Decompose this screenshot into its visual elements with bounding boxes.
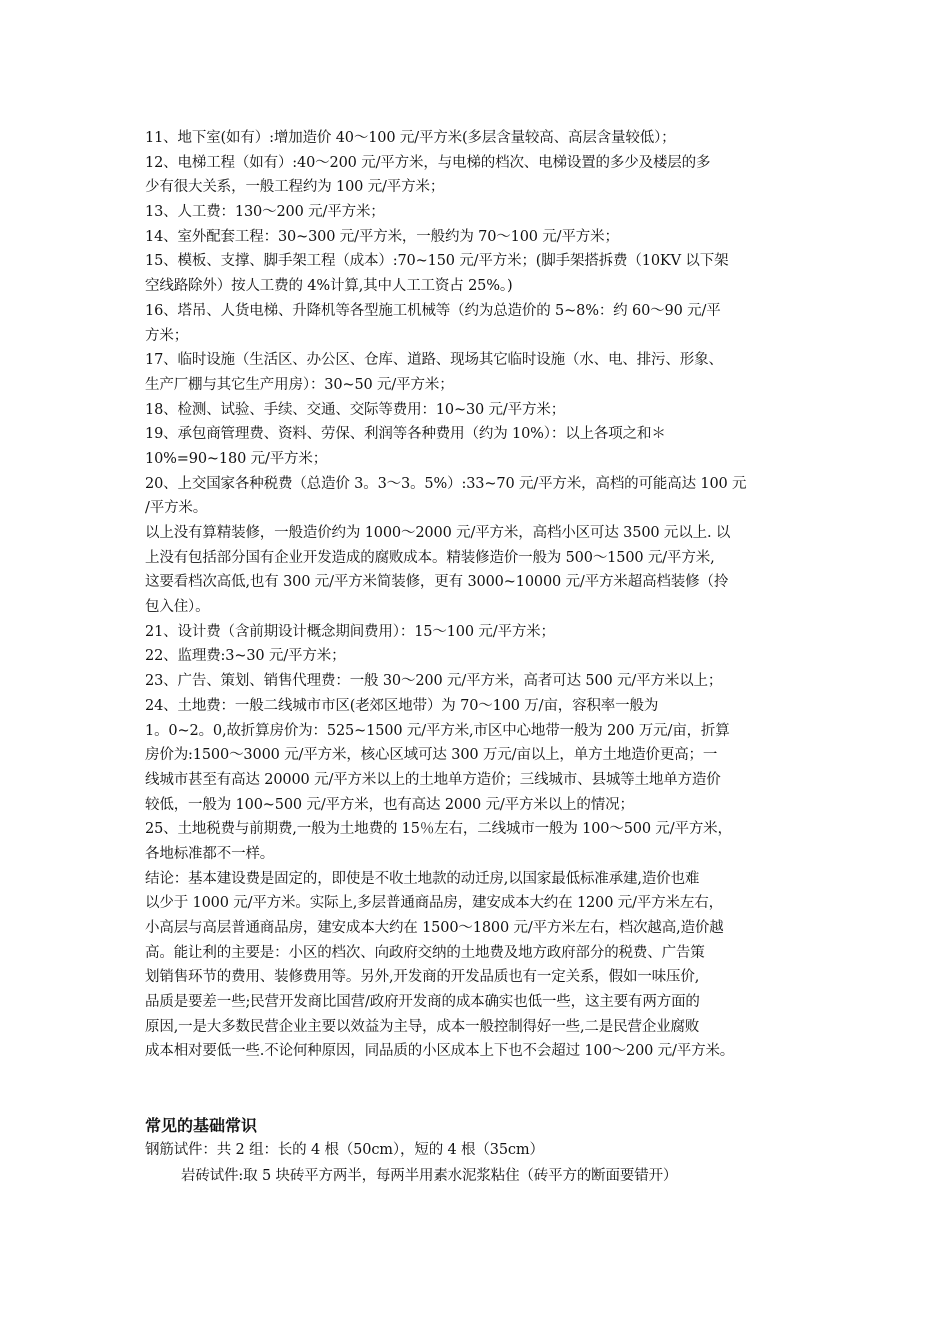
document-page — [145, 126, 825, 1188]
text-line: 少有很大关系，一般工程约为 100 元/平方米； — [145, 179, 445, 196]
text-line: 生产厂棚与其它生产用房）：30~50 元/平方米； — [145, 376, 454, 393]
text-line: 23、广告、策划、销售代理费：一般 30～200 元/平方米，高者可达 500 元/平方米以上； — [145, 673, 723, 690]
text-line: 19、承包商管理费、资料、劳保、利润等各种费用（约为 10%）：以上各项之和＊ — [145, 426, 666, 443]
text-line: 这要看档次高低,也有 300 元/平方米简装修，更有 3000~10000 元/平方米超高档装修（拎 — [145, 574, 729, 591]
text-line: 13、人工费：130～200 元/平方米； — [145, 204, 385, 221]
text-line: 14、室外配套工程：30~300 元/平方米，一般约为 70～100 元/平方米； — [145, 228, 619, 245]
text-line: 结论：基本建设费是固定的，即使是不收土地款的动迁房,以国家最低标准承建,造价也难 — [145, 870, 700, 887]
text-line: 21、设计费（含前期设计概念期间费用）：15～100 元/平方米； — [145, 623, 555, 640]
text-line: 25、土地税费与前期费,一般为土地费的 15％左右，二线城市一般为 100～500 元/平方米， — [145, 821, 732, 838]
text-line: 24、土地费：一般二线城市市区(老郊区地带）为 70～100 万/亩，容积率一般为 — [145, 697, 659, 714]
text-line: /平方米。 — [145, 500, 208, 517]
text-line: 以少于 1000 元/平方米。实际上,多层普通商品房，建安成本大约在 1200 元/平方米左右， — [145, 895, 723, 912]
text-line: 各地标准都不一样。 — [145, 845, 275, 862]
text-line: 岩砖试件:取 5 块砖平方两半，每两半用素水泥浆粘住（砖平方的断面要错开） — [181, 1168, 678, 1185]
text-line: 10%=90~180 元/平方米； — [145, 450, 328, 467]
text-line: 22、监理费:3~30 元/平方米； — [145, 648, 346, 665]
text-line: 20、上交国家各种税费（总造价 3。3～3。5%）:33~70 元/平方米，高档的可能高达 100 元 — [145, 475, 747, 492]
text-line: 16、塔吊、人货电梯、升降机等各型施工机械等（约为总造价的 5~8%：约 60～90 元/平 — [145, 302, 721, 319]
text-line: 高。能让利的主要是：小区的档次、向政府交纳的土地费及地方政府部分的税费、广告策 — [145, 944, 705, 961]
text-line: 11、地下室(如有）:增加造价 40～100 元/平方米(多层含量较高、高层含量较低）； — [145, 130, 676, 146]
text-line: 1。0~2。0,故折算房价为：525~1500 元/平方米,市区中心地带一般为 200 万元/亩，折算 — [145, 722, 730, 739]
text-line: 小高层与高层普通商品房，建安成本大约在 1500～1800 元/平方米左右，档次越高,造价越 — [145, 920, 724, 936]
text-line: 18、检测、试验、手续、交通、交际等费用：10~30 元/平方米； — [145, 401, 566, 418]
section-heading: 常见的基础常识 — [145, 1116, 258, 1136]
text-line: 以上没有算精装修，一般造价约为 1000～2000 元/平方米，高档小区可达 3500 元以上. 以 — [145, 525, 731, 541]
text-line: 包入住）。 — [145, 599, 210, 616]
text-line: 原因,一是大多数民营企业主要以效益为主导，成本一般控制得好一些,二是民营企业腐败 — [145, 1018, 700, 1035]
text-line: 品质是要差一些;民营开发商比国营/政府开发商的成本确实也低一些，这主要有两方面的 — [145, 994, 700, 1011]
text-line: 上没有包括部分国有企业开发造成的腐败成本。精装修造价一般为 500～1500 元/平方米, — [145, 549, 715, 566]
cost-list — [145, 126, 825, 1064]
text-line: 17、临时设施（生活区、办公区、仓库、道路、现场其它临时设施（水、电、排污、形象、 — [145, 352, 723, 369]
text-line: 15、模板、支撑、脚手架工程（成本）:70~150 元/平方米；(脚手架搭拆费（10KV 以下架 — [145, 253, 729, 270]
text-line: 较低，一般为 100~500 元/平方米，也有高达 2000 元/平方米以上的情况； — [145, 796, 634, 813]
basics-section — [145, 1114, 825, 1188]
text-line: 方米； — [145, 327, 189, 344]
text-line: 划销售环节的费用、装修费用等。另外,开发商的开发品质也有一定关系，假如一味压价, — [145, 969, 700, 986]
text-line: 线城市甚至有高达 20000 元/平方米以上的土地单方造价；三线城市、县城等土地单方造价 — [145, 771, 721, 788]
text-line: 钢筋试件：共 2 组：长的 4 根（50cm），短的 4 根（35cm） — [145, 1142, 544, 1159]
text-line: 空线路除外）按人工费的 4%计算,其中人工工资占 25%。) — [145, 278, 513, 295]
text-line: 房价为:1500～3000 元/平方米，核心区域可达 300 万元/亩以上，单方土地造价更高；一 — [145, 747, 718, 764]
text-line: 12、电梯工程（如有）:40～200 元/平方米，与电梯的档次、电梯设置的多少及楼层的多 — [145, 154, 711, 171]
text-line: 成本相对要低一些.不论何种原因，同品质的小区成本上下也不会超过 100～200 元/平方米。 — [145, 1043, 735, 1060]
